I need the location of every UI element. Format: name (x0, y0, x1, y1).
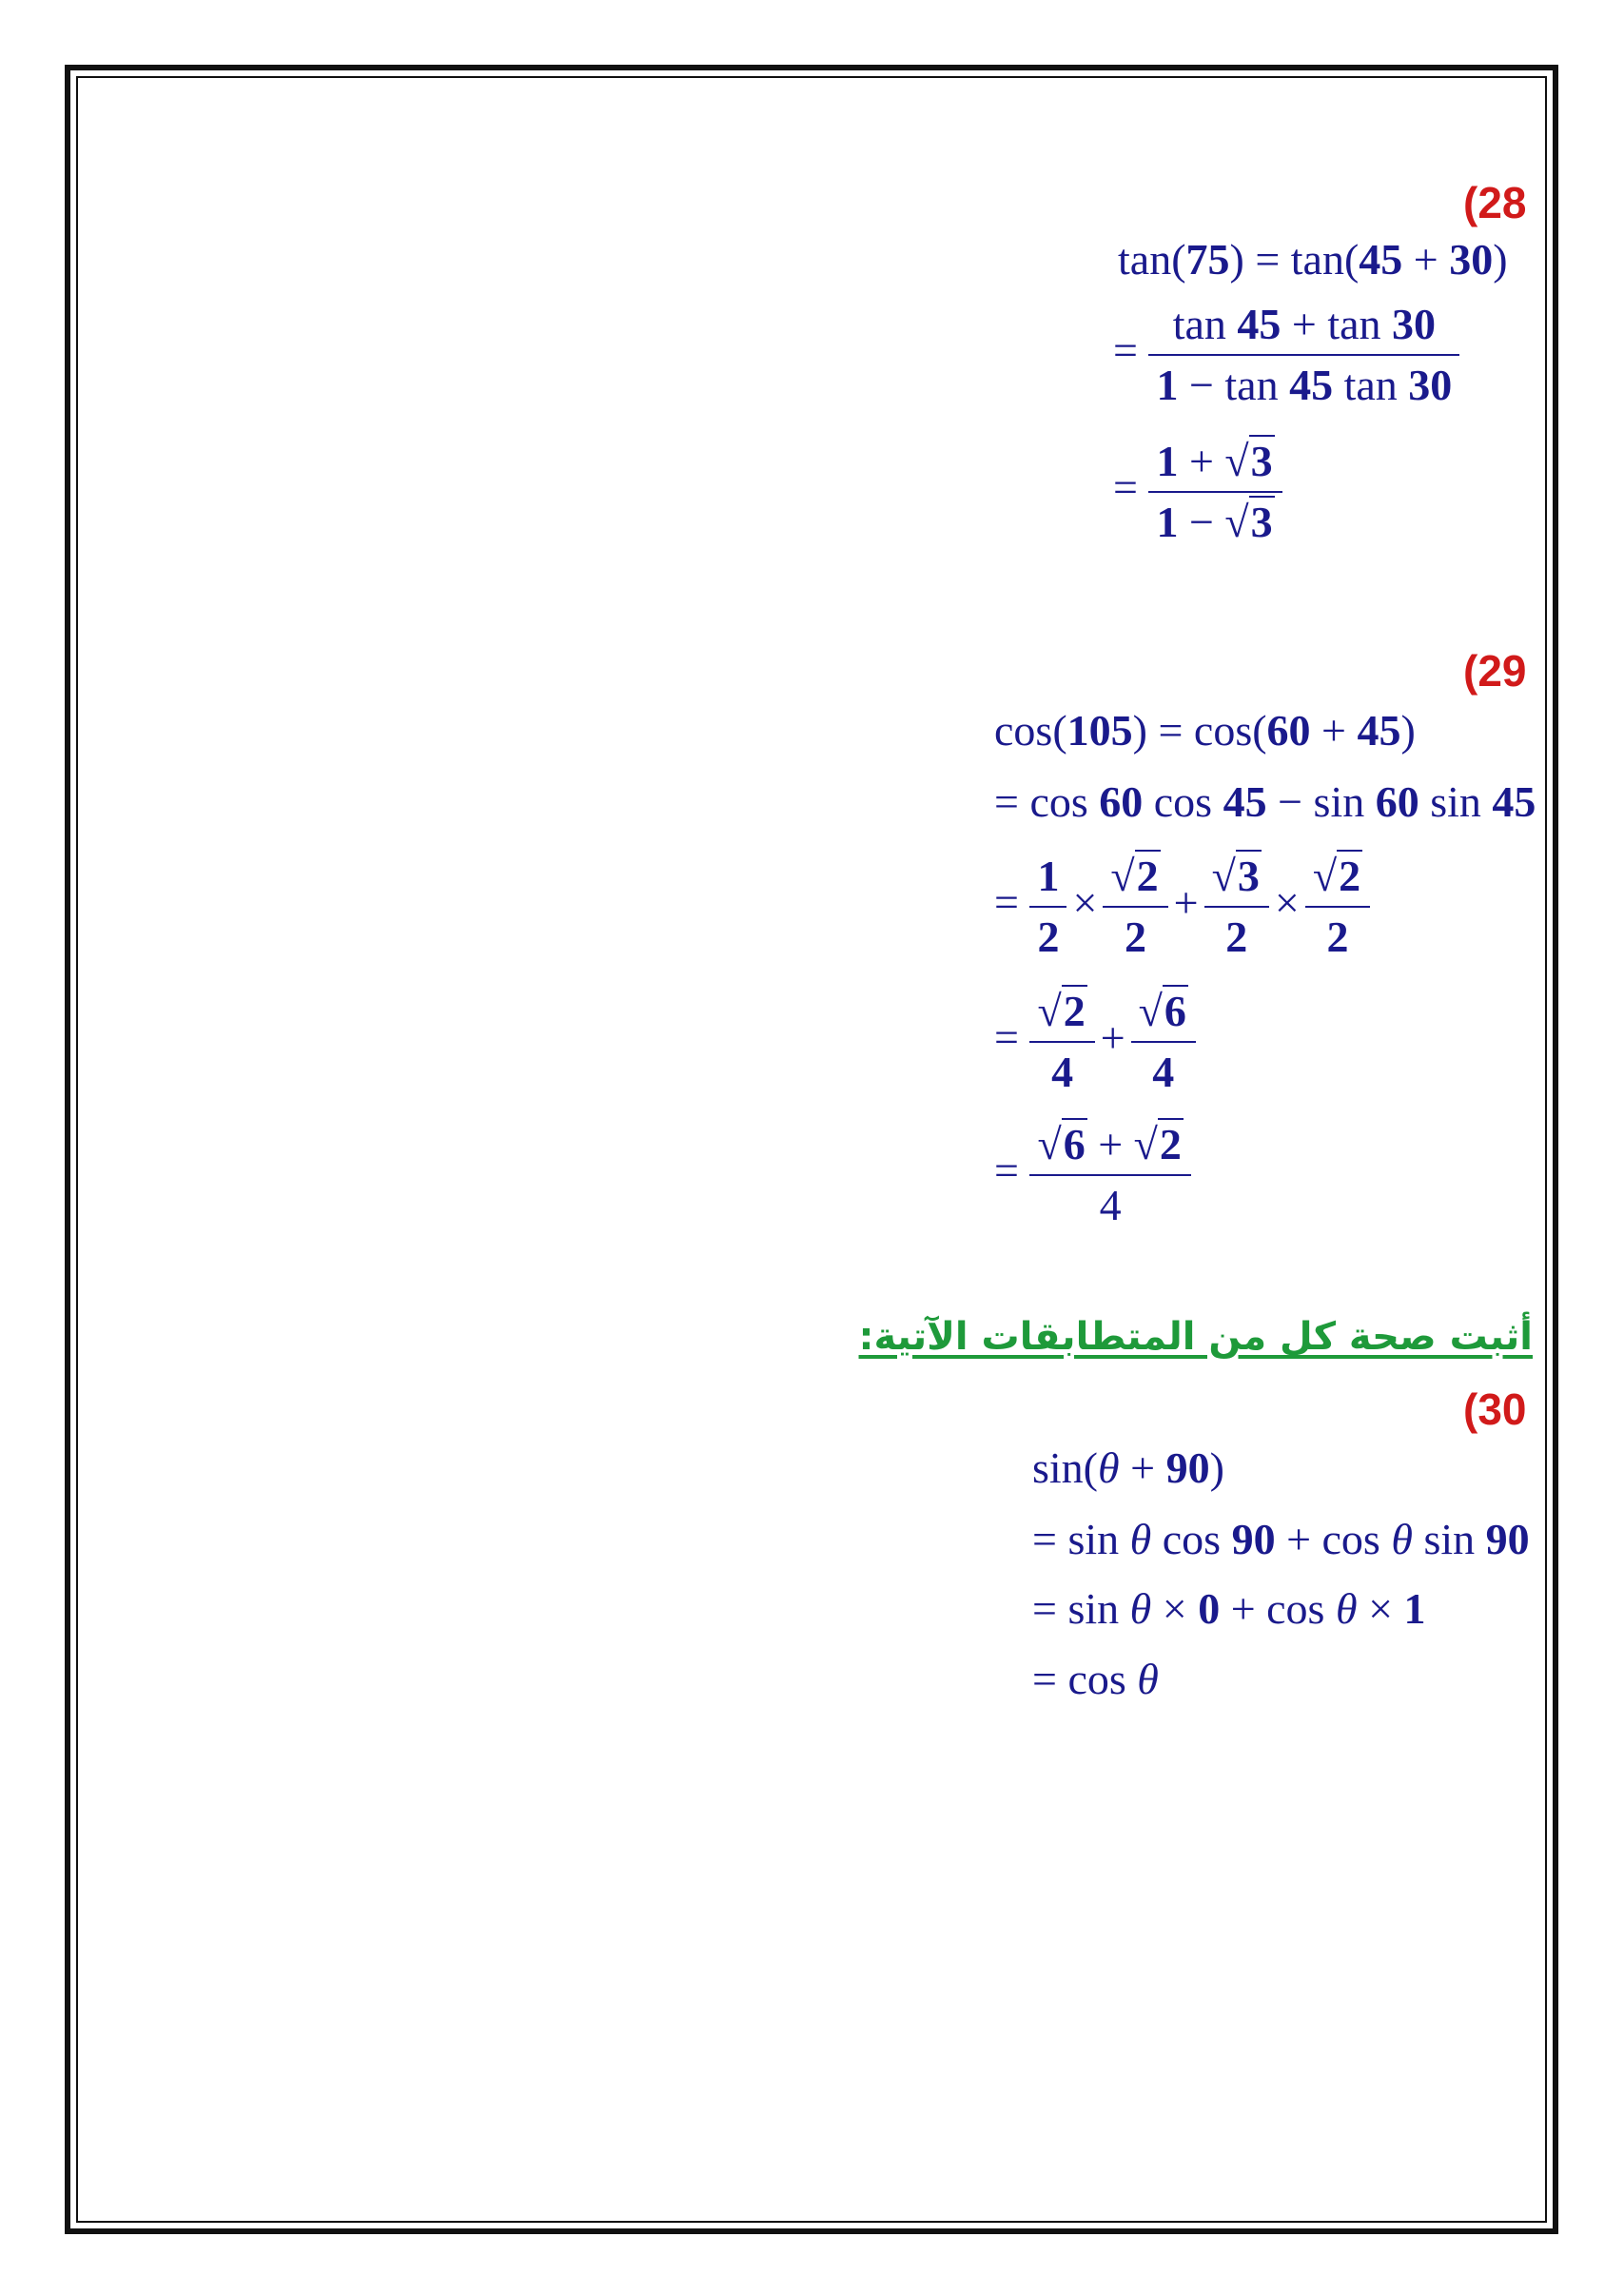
q28-line3: = $\frac{1 + √3}{1 - √3}$ (1113, 440, 1282, 544)
q30-line1: sin(θ + 90) (1032, 1443, 1224, 1492)
q30-line3: = sin θ × 0 + cos θ × 1 (1032, 1584, 1426, 1633)
question-number-29: (29 (1463, 646, 1527, 696)
q29-line4: = $\frac{√2}{4}$ + $\frac{√6}{4}$ (994, 990, 1196, 1094)
q29-line3: = $\frac{1}{2}$ × $\frac{√2}{2}$ + $\frac{√3}{2}$ × $\frac{√2}{2}$ (994, 854, 1370, 959)
q29-line1: cos(105) = cos(60 + 45) (994, 706, 1416, 755)
q28-fraction-2: $\frac{1 + √3}{1 - √3}$ (1148, 440, 1282, 544)
q28-fraction-1: $\frac{\tan 45 + \tan 30}{1 - \tan 45 \tan 30}$ (1148, 303, 1459, 407)
q28-line1: tan(75) = tan(45 + 30) (1118, 235, 1508, 284)
question-number-28: (28 (1463, 178, 1527, 227)
question-number-30: (30 (1463, 1384, 1527, 1434)
q29-line5: = $\frac{√6 + √2}{4}$ (994, 1123, 1191, 1227)
q30-line4: = cos θ (1032, 1655, 1159, 1703)
section-heading: أثبت صحة كل من المتطابقات الآتية: (858, 1315, 1533, 1359)
q28-line2: = $\frac{\tan 45 + \tan 30}{1 - \tan 45 \tan 30}$ (1113, 303, 1459, 407)
q30-line2: = sin θ cos 90 + cos θ sin 90 (1032, 1515, 1530, 1563)
q29-line2: = cos 60 cos 45 − sin 60 sin 45 (994, 777, 1536, 826)
